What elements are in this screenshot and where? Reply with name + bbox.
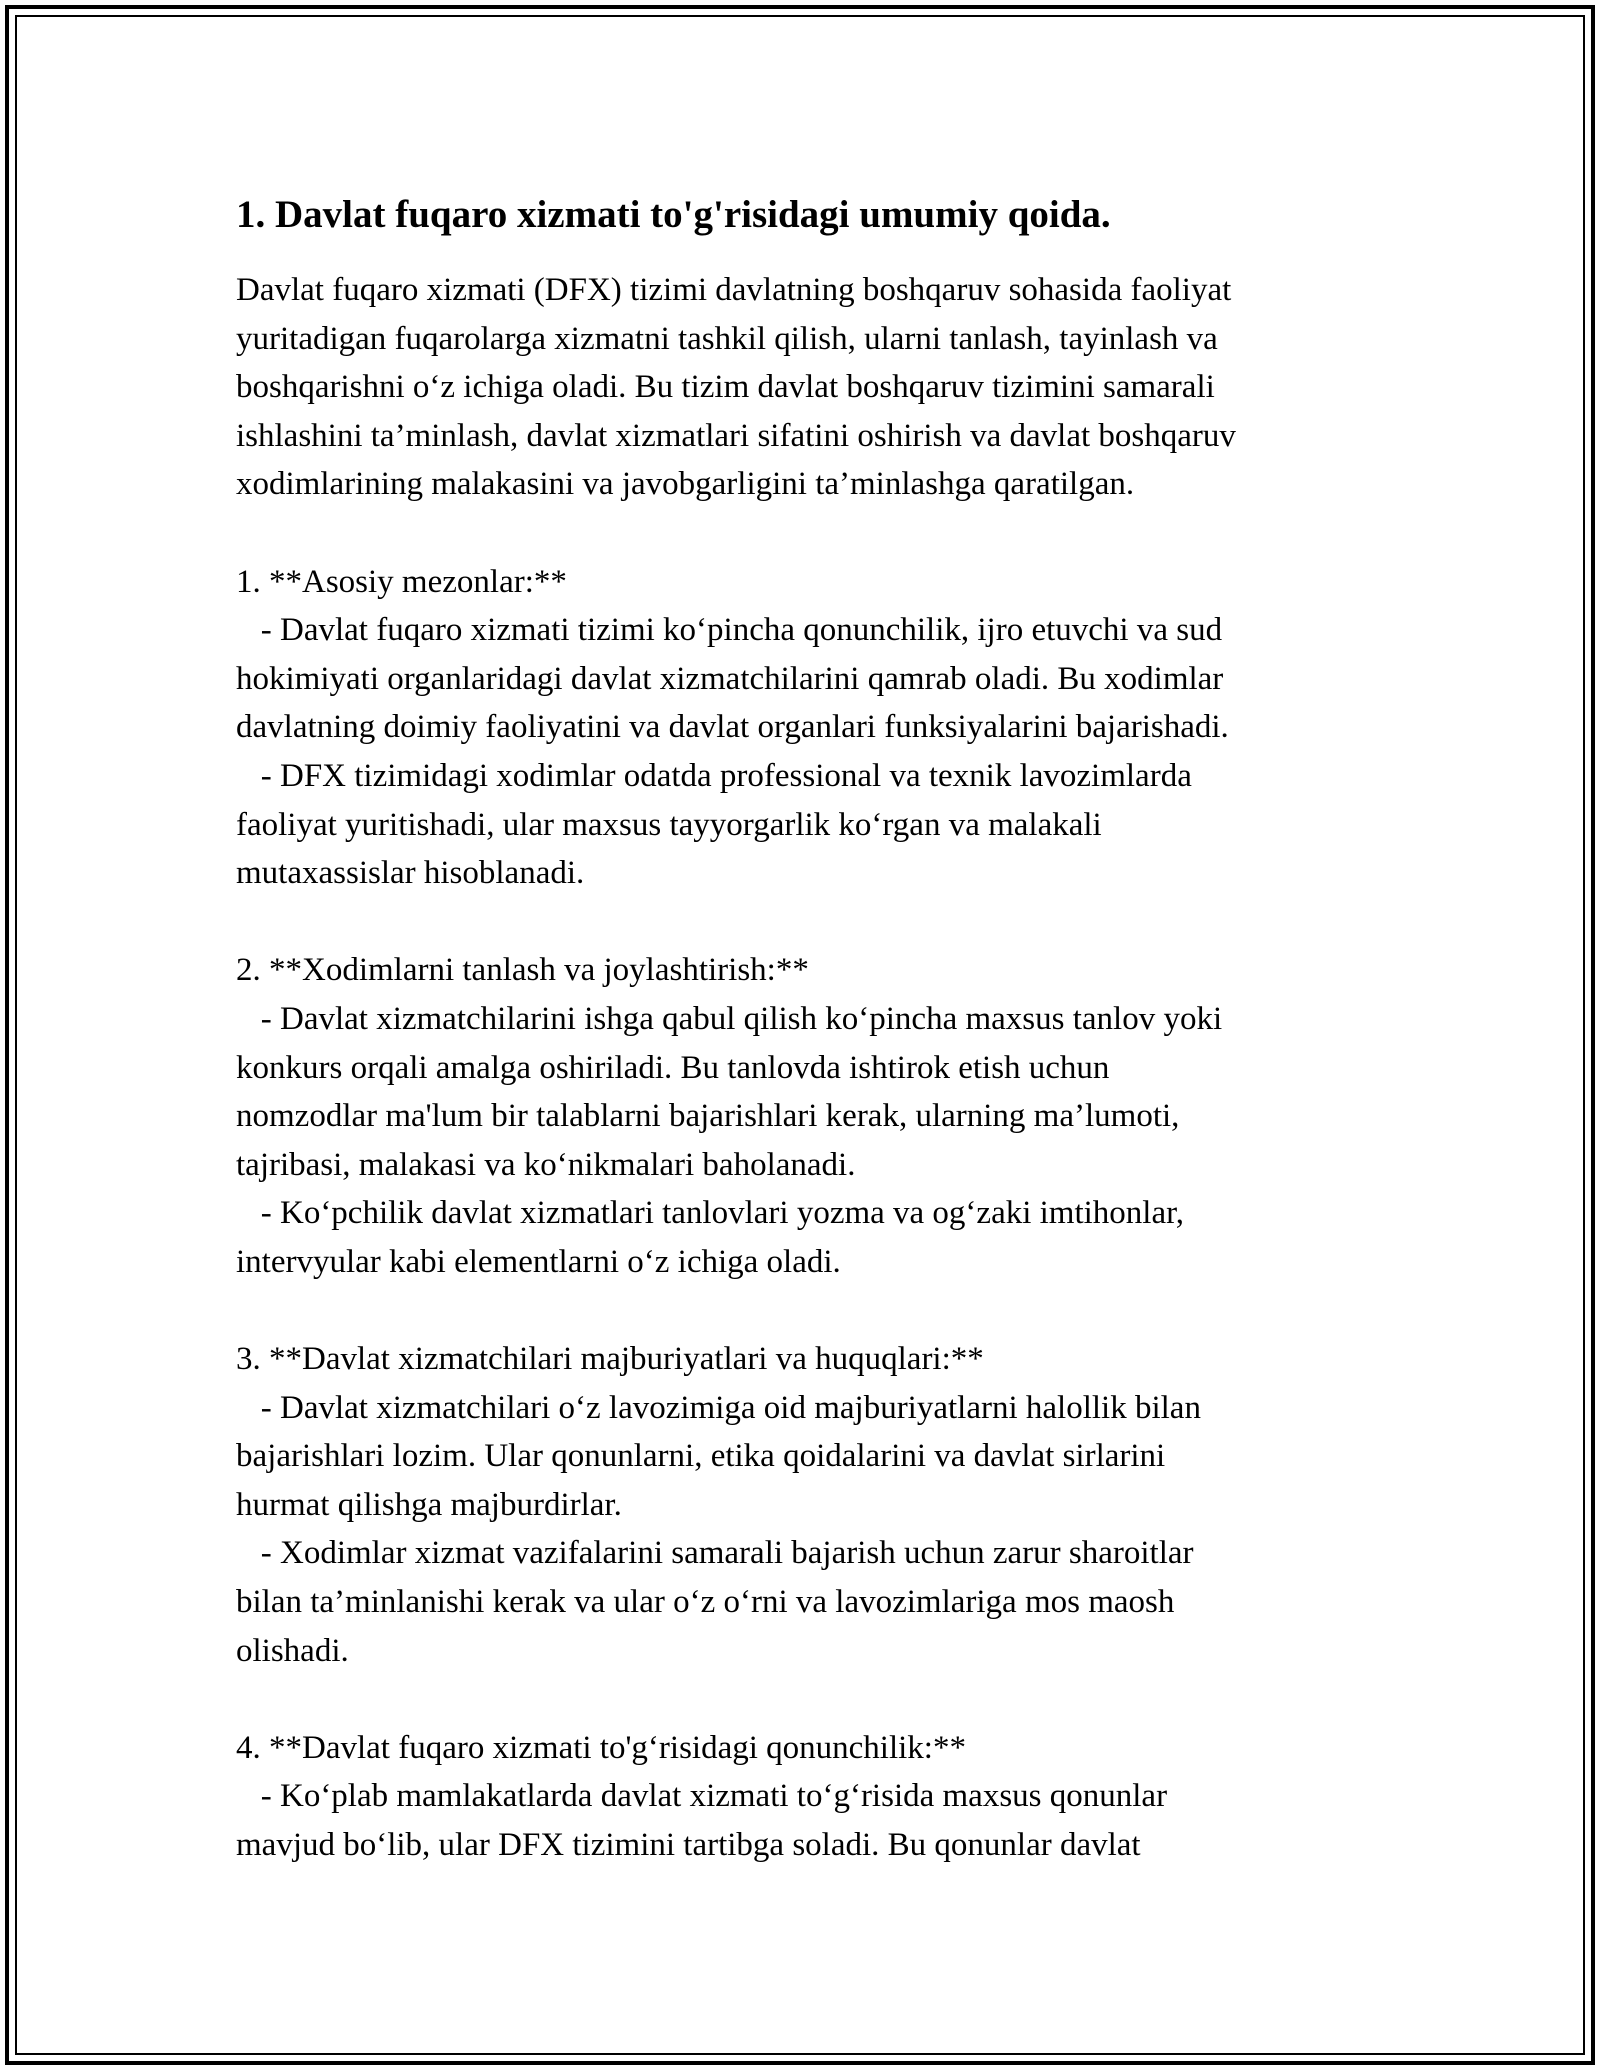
text-line: - DFX tizimidagi xodimlar odatda professional va texnik lavozimlarda [236,757,1192,794]
text-line: boshqarishni o‘z ichiga oladi. Bu tizim davlat boshqaruv tizimini samarali [236,369,1215,406]
text-line: yuritadigan fuqarolarga xizmatni tashkil qilish, ularni tanlash, tayinlash va [236,320,1218,357]
text-line: - Davlat xizmatchilari o‘z lavozimiga oid majburiyatlarni halollik bilan [236,1389,1201,1426]
text-line: ishlashini ta’minlash, davlat xizmatlari sifatini oshirish va davlat boshqaruv [236,417,1236,454]
section-majburiyatlar-huquqlar [236,1335,1396,1675]
document-heading: 1. Davlat fuqaro xizmati to'g'risidagi umumiy qoida. [236,193,1111,236]
section-asosiy-mezonlar [236,558,1396,898]
section-title: 4. **Davlat fuqaro xizmati to'g‘risidagi qonunchilik:** [236,1729,966,1766]
text-line: faoliyat yuritishadi, ular maxsus tayyorgarlik ko‘rgan va malakali [236,806,1102,843]
text-line: hurmat qilishga majburdirlar. [236,1486,622,1523]
text-line: xodimlarining malakasini va javobgarligini ta’minlashga qaratilgan. [236,466,1135,503]
paragraph-spacer [236,1286,1396,1335]
text-line: davlatning doimiy faoliyatini va davlat organlari funksiyalarini bajarishadi. [236,709,1229,746]
text-line: mutaxassislar hisoblanadi. [236,855,585,892]
text-line: nomzodlar ma'lum bir talablarni bajarishlari kerak, ularning ma’lumoti, [236,1098,1180,1135]
text-line: hokimiyati organlaridagi davlat xizmatchilarini qamrab oladi. Bu xodimlar [236,660,1224,697]
document-body [236,186,1396,1870]
paragraph-spacer [236,898,1396,947]
text-line: - Davlat fuqaro xizmati tizimi ko‘pincha qonunchilik, ijro etuvchi va sud [236,612,1223,649]
section-title: 2. **Xodimlarni tanlash va joylashtirish:** [236,952,809,989]
text-line: - Xodimlar xizmat vazifalarini samarali bajarish uchun zarur sharoitlar [236,1535,1194,1572]
text-line: - Ko‘plab mamlakatlarda davlat xizmati to‘g‘risida maxsus qonunlar [236,1778,1168,1815]
section-title: 1. **Asosiy mezonlar:** [236,563,567,600]
text-line: mavjud bo‘lib, ular DFX tizimini tartibga soladi. Bu qonunlar davlat [236,1827,1141,1863]
text-line: konkurs orqali amalga oshiriladi. Bu tanlovda ishtirok etish uchun [236,1049,1110,1086]
text-line: bajarishlari lozim. Ular qonunlarni, etika qoidalarini va davlat sirlarini [236,1438,1166,1475]
text-line: - Davlat xizmatchilarini ishga qabul qilish ko‘pincha maxsus tanlov yoki [236,1000,1223,1037]
section-xodimlarni-tanlash [236,946,1396,1286]
paragraph-spacer [236,509,1396,558]
text-line: tajribasi, malakasi va ko‘nikmalari baholanadi. [236,1146,856,1183]
text-line: - Ko‘pchilik davlat xizmatlari tanlovlari yozma va og‘zaki imtihonlar, [236,1195,1185,1232]
section-qonunchilik [236,1724,1396,1870]
text-line: intervyular kabi elementlarni o‘z ichiga oladi. [236,1243,841,1280]
paragraph-spacer [236,1675,1396,1724]
section-title: 3. **Davlat xizmatchilari majburiyatlari va huquqlari:** [236,1341,984,1378]
text-line: Davlat fuqaro xizmati (DFX) tizimi davlatning boshqaruv sohasida faoliyat [236,272,1232,308]
text-line: olishadi. [236,1632,349,1669]
intro-paragraph [236,266,1396,509]
text-line: bilan ta’minlanishi kerak va ular o‘z o‘rni va lavozimlariga mos maosh [236,1584,1175,1621]
